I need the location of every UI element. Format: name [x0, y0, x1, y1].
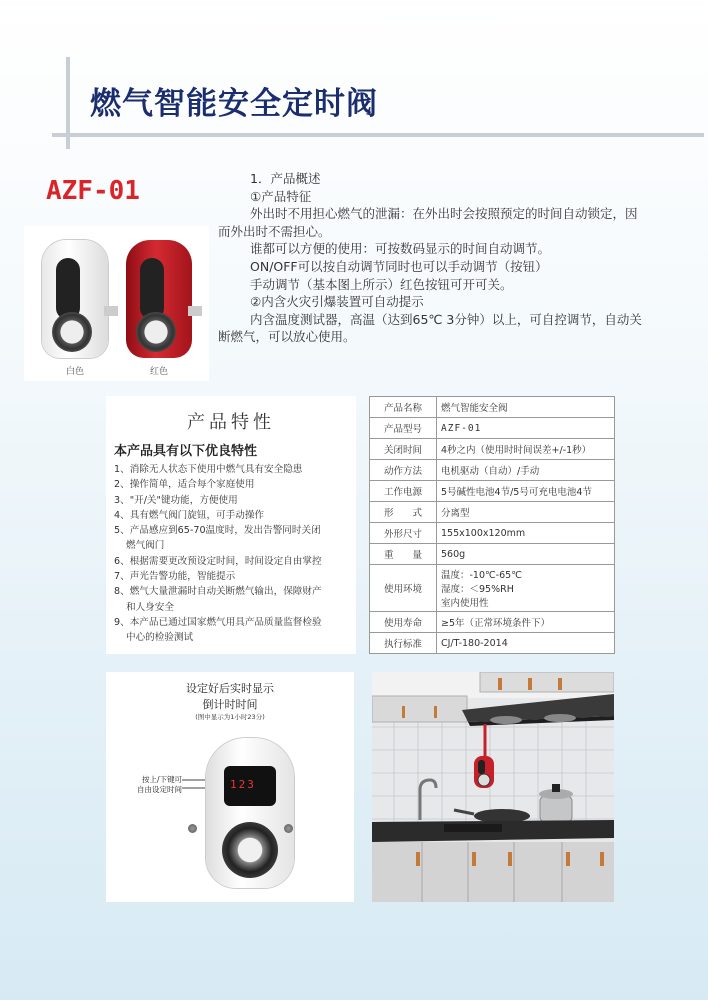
valve-knob	[222, 822, 278, 878]
spec-value: 电机驱动（自动）/手动	[437, 460, 615, 481]
spec-key: 重 量	[370, 544, 437, 565]
product-photo	[24, 226, 209, 381]
button-callout	[116, 775, 182, 795]
features-subtitle: 本产品具有以下优良特性	[114, 444, 258, 459]
intro-line: 断燃气，可以放心使用。	[218, 329, 356, 345]
spec-value: ≥5年（正常环境条件下）	[437, 612, 615, 633]
intro-line: 谁都可以方便的使用：可按数码显示的时间自动调节。	[250, 241, 551, 257]
spec-value-line: 温度：-10℃-65℃	[441, 570, 522, 581]
white-device-image	[42, 240, 108, 358]
feature-item: 9、本产品已通过国家燃气用具产品质量监督检验	[114, 616, 322, 628]
spec-value: 155x100x120mm	[437, 523, 615, 544]
intro-line: 内含温度测试器，高温（达到65℃ 3分钟）以上，可自控调节，自动关	[250, 311, 642, 327]
subheading-features: ①产品特征	[250, 188, 312, 204]
page-title: 燃气智能安全定时阀	[90, 86, 378, 122]
spec-key: 使用环境	[370, 565, 437, 612]
table-row	[370, 397, 615, 418]
illustration-title: 设定好后实时显示	[186, 682, 274, 695]
device-diagram	[206, 738, 294, 888]
illustration-note: (图中显示为1小时23分)	[195, 713, 265, 721]
spec-table	[369, 396, 615, 654]
table-row	[370, 460, 615, 481]
spec-key: 外形尺寸	[370, 523, 437, 544]
spec-value: AZF-01	[437, 418, 615, 439]
illustration-title-2: 倒计时时间	[202, 698, 258, 711]
feature-item: 3、"开/关"键功能，方便使用	[114, 494, 238, 506]
spec-key: 关闭时间	[370, 439, 437, 460]
spec-value: 燃气智能安全阀	[437, 397, 615, 418]
intro-line: 而外出时不需担心。	[218, 223, 331, 239]
section-heading: 1．产品概述	[250, 171, 321, 186]
table-row	[370, 612, 615, 633]
feature-item: 7、声光告警功能，智能提示	[114, 571, 236, 583]
feature-item: 中心的检验测试	[126, 632, 194, 644]
table-row	[370, 544, 615, 565]
table-row	[370, 481, 615, 502]
feature-item: 2、操作简单，适合每个家庭使用	[114, 479, 255, 491]
table-row	[370, 633, 615, 654]
spec-key: 动作方法	[370, 460, 437, 481]
intro-line: 外出时不用担心燃气的泄漏：在外出时会按照预定的时间自动锁定，因	[250, 206, 638, 222]
table-row	[370, 418, 615, 439]
model-number: AZF-01	[46, 176, 140, 206]
feature-item: 4、具有燃气阀门旋钮，可手动操作	[114, 509, 265, 521]
callout-line: 按上/下键可	[141, 775, 182, 784]
spec-key: 工作电源	[370, 481, 437, 502]
white-caption: 白色	[66, 367, 85, 377]
feature-item: 5、产品感应到65-70温度时，发出告警同时关闭	[114, 525, 321, 537]
feature-item: 1、消除无人状态下使用中燃气具有安全隐患	[114, 464, 303, 475]
spec-key: 产品名称	[370, 397, 437, 418]
mount-screw	[188, 824, 197, 833]
features-title: 产品特性	[187, 412, 275, 433]
mount-screw	[284, 824, 293, 833]
subheading-fire: ②内含火灾引爆装置可自动提示	[250, 294, 424, 310]
features-card	[106, 396, 356, 654]
spec-key: 执行标准	[370, 633, 437, 654]
spec-value: 560g	[437, 544, 615, 565]
spec-value	[437, 565, 615, 612]
header-horizontal-bar	[52, 133, 704, 137]
spec-value: 分离型	[437, 502, 615, 523]
spec-value: 4秒之内（使用时时间误差+/-1秒）	[437, 439, 615, 460]
spec-key: 使用寿命	[370, 612, 437, 633]
feature-item: 和人身安全	[126, 601, 174, 613]
kitchen-scene-image	[372, 672, 614, 902]
red-device-image	[126, 240, 192, 358]
red-caption: 红色	[150, 367, 169, 377]
product-overview	[218, 170, 692, 346]
intro-line: 手动调节（基本图上所示）红色按钮可开可关。	[250, 276, 513, 292]
feature-item: 燃气阀门	[126, 540, 165, 552]
countdown-illustration	[106, 672, 354, 902]
spec-value: 5号碱性电池4节/5号可充电电池4节	[437, 481, 615, 502]
features-list	[114, 462, 354, 646]
table-row	[370, 502, 615, 523]
callout-line: 自由设定时间	[137, 785, 182, 794]
spec-key: 形 式	[370, 502, 437, 523]
spec-value: CJ/T-180-2014	[437, 633, 615, 654]
table-row	[370, 439, 615, 460]
feature-item: 6、根据需要更改预设定时间，时间设定自由掌控	[114, 555, 322, 567]
intro-line: ON/OFF可以按自动调节同时也可以手动调节（按钮）	[250, 258, 548, 274]
table-row	[370, 565, 615, 612]
feature-item: 8、燃气大量泄漏时自动关断燃气输出，保障财产	[114, 586, 322, 598]
spec-value-line: 室内使用性	[441, 598, 489, 609]
table-row	[370, 523, 615, 544]
spec-key: 产品型号	[370, 418, 437, 439]
countdown-digits: 123	[230, 778, 256, 791]
spec-value-line: 湿度：＜95%RH	[441, 584, 514, 595]
